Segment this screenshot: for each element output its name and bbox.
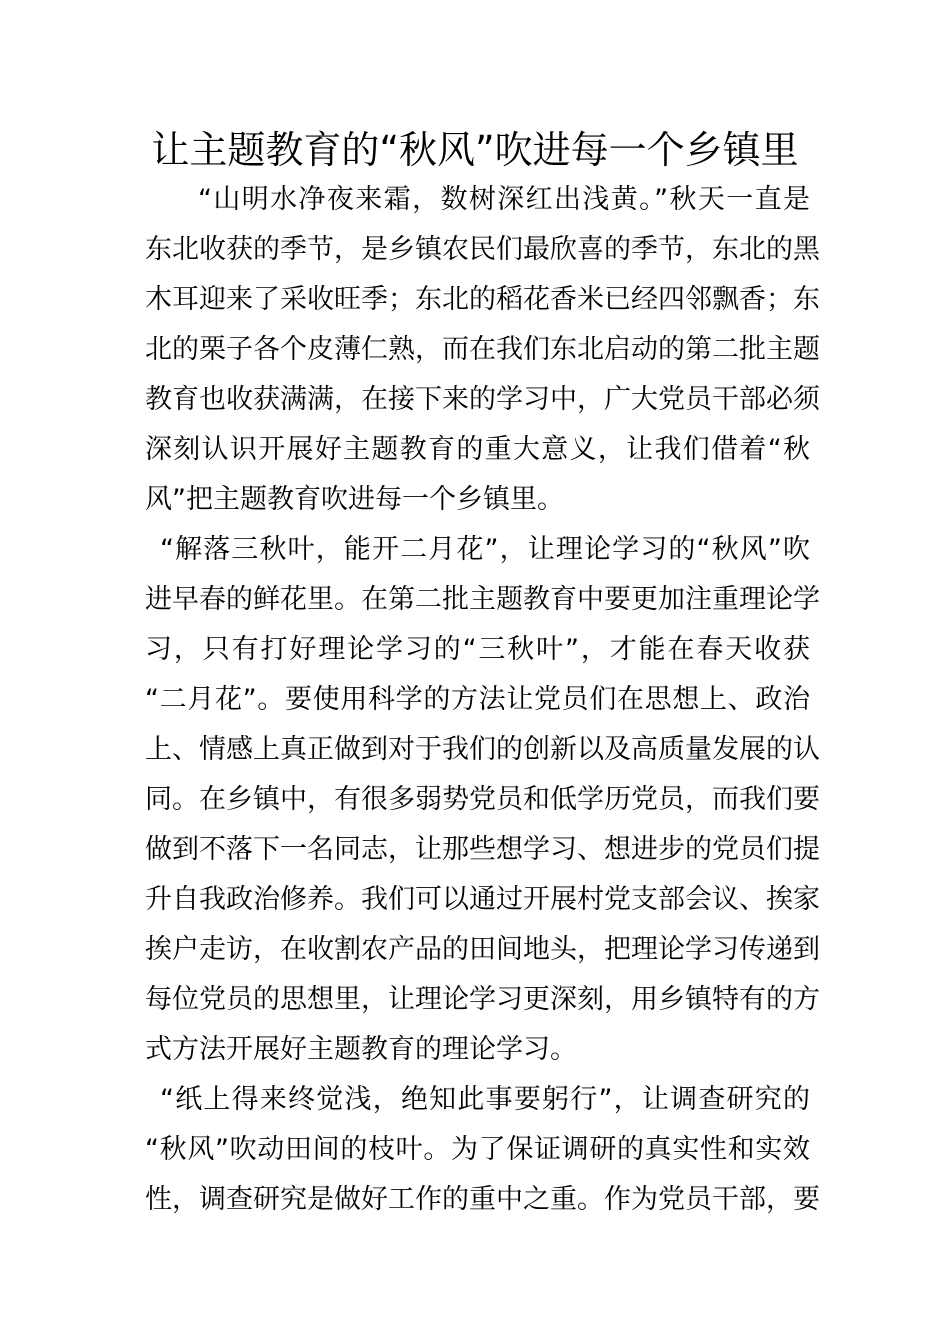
paragraph-2-line-11: 式方法开展好主题教育的理论学习。: [145, 1034, 577, 1065]
paragraph-2-line-8: 升自我政治修养。我们可以通过开展村党支部会议、挨家: [145, 884, 820, 915]
paragraph-2-line-7: 做到不落下一名同志，让那些想学习、想进步的党员们提: [145, 834, 820, 865]
paragraph-2-line-10: 每位党员的思想里，让理论学习更深刻，用乡镇特有的方: [145, 984, 820, 1015]
paragraph-2-line-4: “二月花”。要使用科学的方法让党员们在思想上、政治: [145, 684, 810, 715]
paragraph-2-line-5: 上、情感上真正做到对于我们的创新以及高质量发展的认: [145, 734, 820, 765]
paragraph-3-line-1: “纸上得来终觉浅，绝知此事要躬行”，让调查研究的: [160, 1084, 810, 1115]
paragraph-2-line-9: 挨户走访，在收割农产品的田间地头，把理论学习传递到: [145, 934, 820, 965]
paragraph-3-line-3: 性，调查研究是做好工作的重中之重。作为党员干部，要: [145, 1184, 820, 1215]
paragraph-1-line-3: 木耳迎来了采收旺季；东北的稻花香米已经四邻飘香；东: [145, 284, 820, 315]
document-title: 让主题教育的“秋风”吹进每一个乡镇里: [151, 128, 799, 172]
paragraph-1-line-4: 北的栗子各个皮薄仁熟，而在我们东北启动的第二批主题: [145, 334, 820, 365]
paragraph-1-line-1: “山明水净夜来霜，数树深红出浅黄。”秋天一直是: [198, 184, 810, 215]
paragraph-1-line-2: 东北收获的季节，是乡镇农民们最欣喜的季节，东北的黑: [145, 234, 820, 265]
paragraph-2-line-6: 同。在乡镇中，有很多弱势党员和低学历党员，而我们要: [145, 784, 820, 815]
paragraph-3-line-2: “秋风”吹动田间的枝叶。为了保证调研的真实性和实效: [145, 1134, 810, 1165]
paragraph-1-line-6: 深刻认识开展好主题教育的重大意义，让我们借着“秋: [145, 434, 810, 465]
paragraph-2-line-2: 进早春的鲜花里。在第二批主题教育中要更加注重理论学: [145, 584, 820, 615]
paragraph-1-line-5: 教育也收获满满，在接下来的学习中，广大党员干部必须: [145, 384, 820, 415]
paragraph-2-line-3: 习，只有打好理论学习的“三秋叶”，才能在春天收获: [145, 634, 810, 665]
paragraph-1-line-7: 风”把主题教育吹进每一个乡镇里。: [145, 484, 564, 515]
paragraph-2-line-1: “解落三秋叶，能开二月花”，让理论学习的“秋风”吹: [160, 534, 810, 565]
